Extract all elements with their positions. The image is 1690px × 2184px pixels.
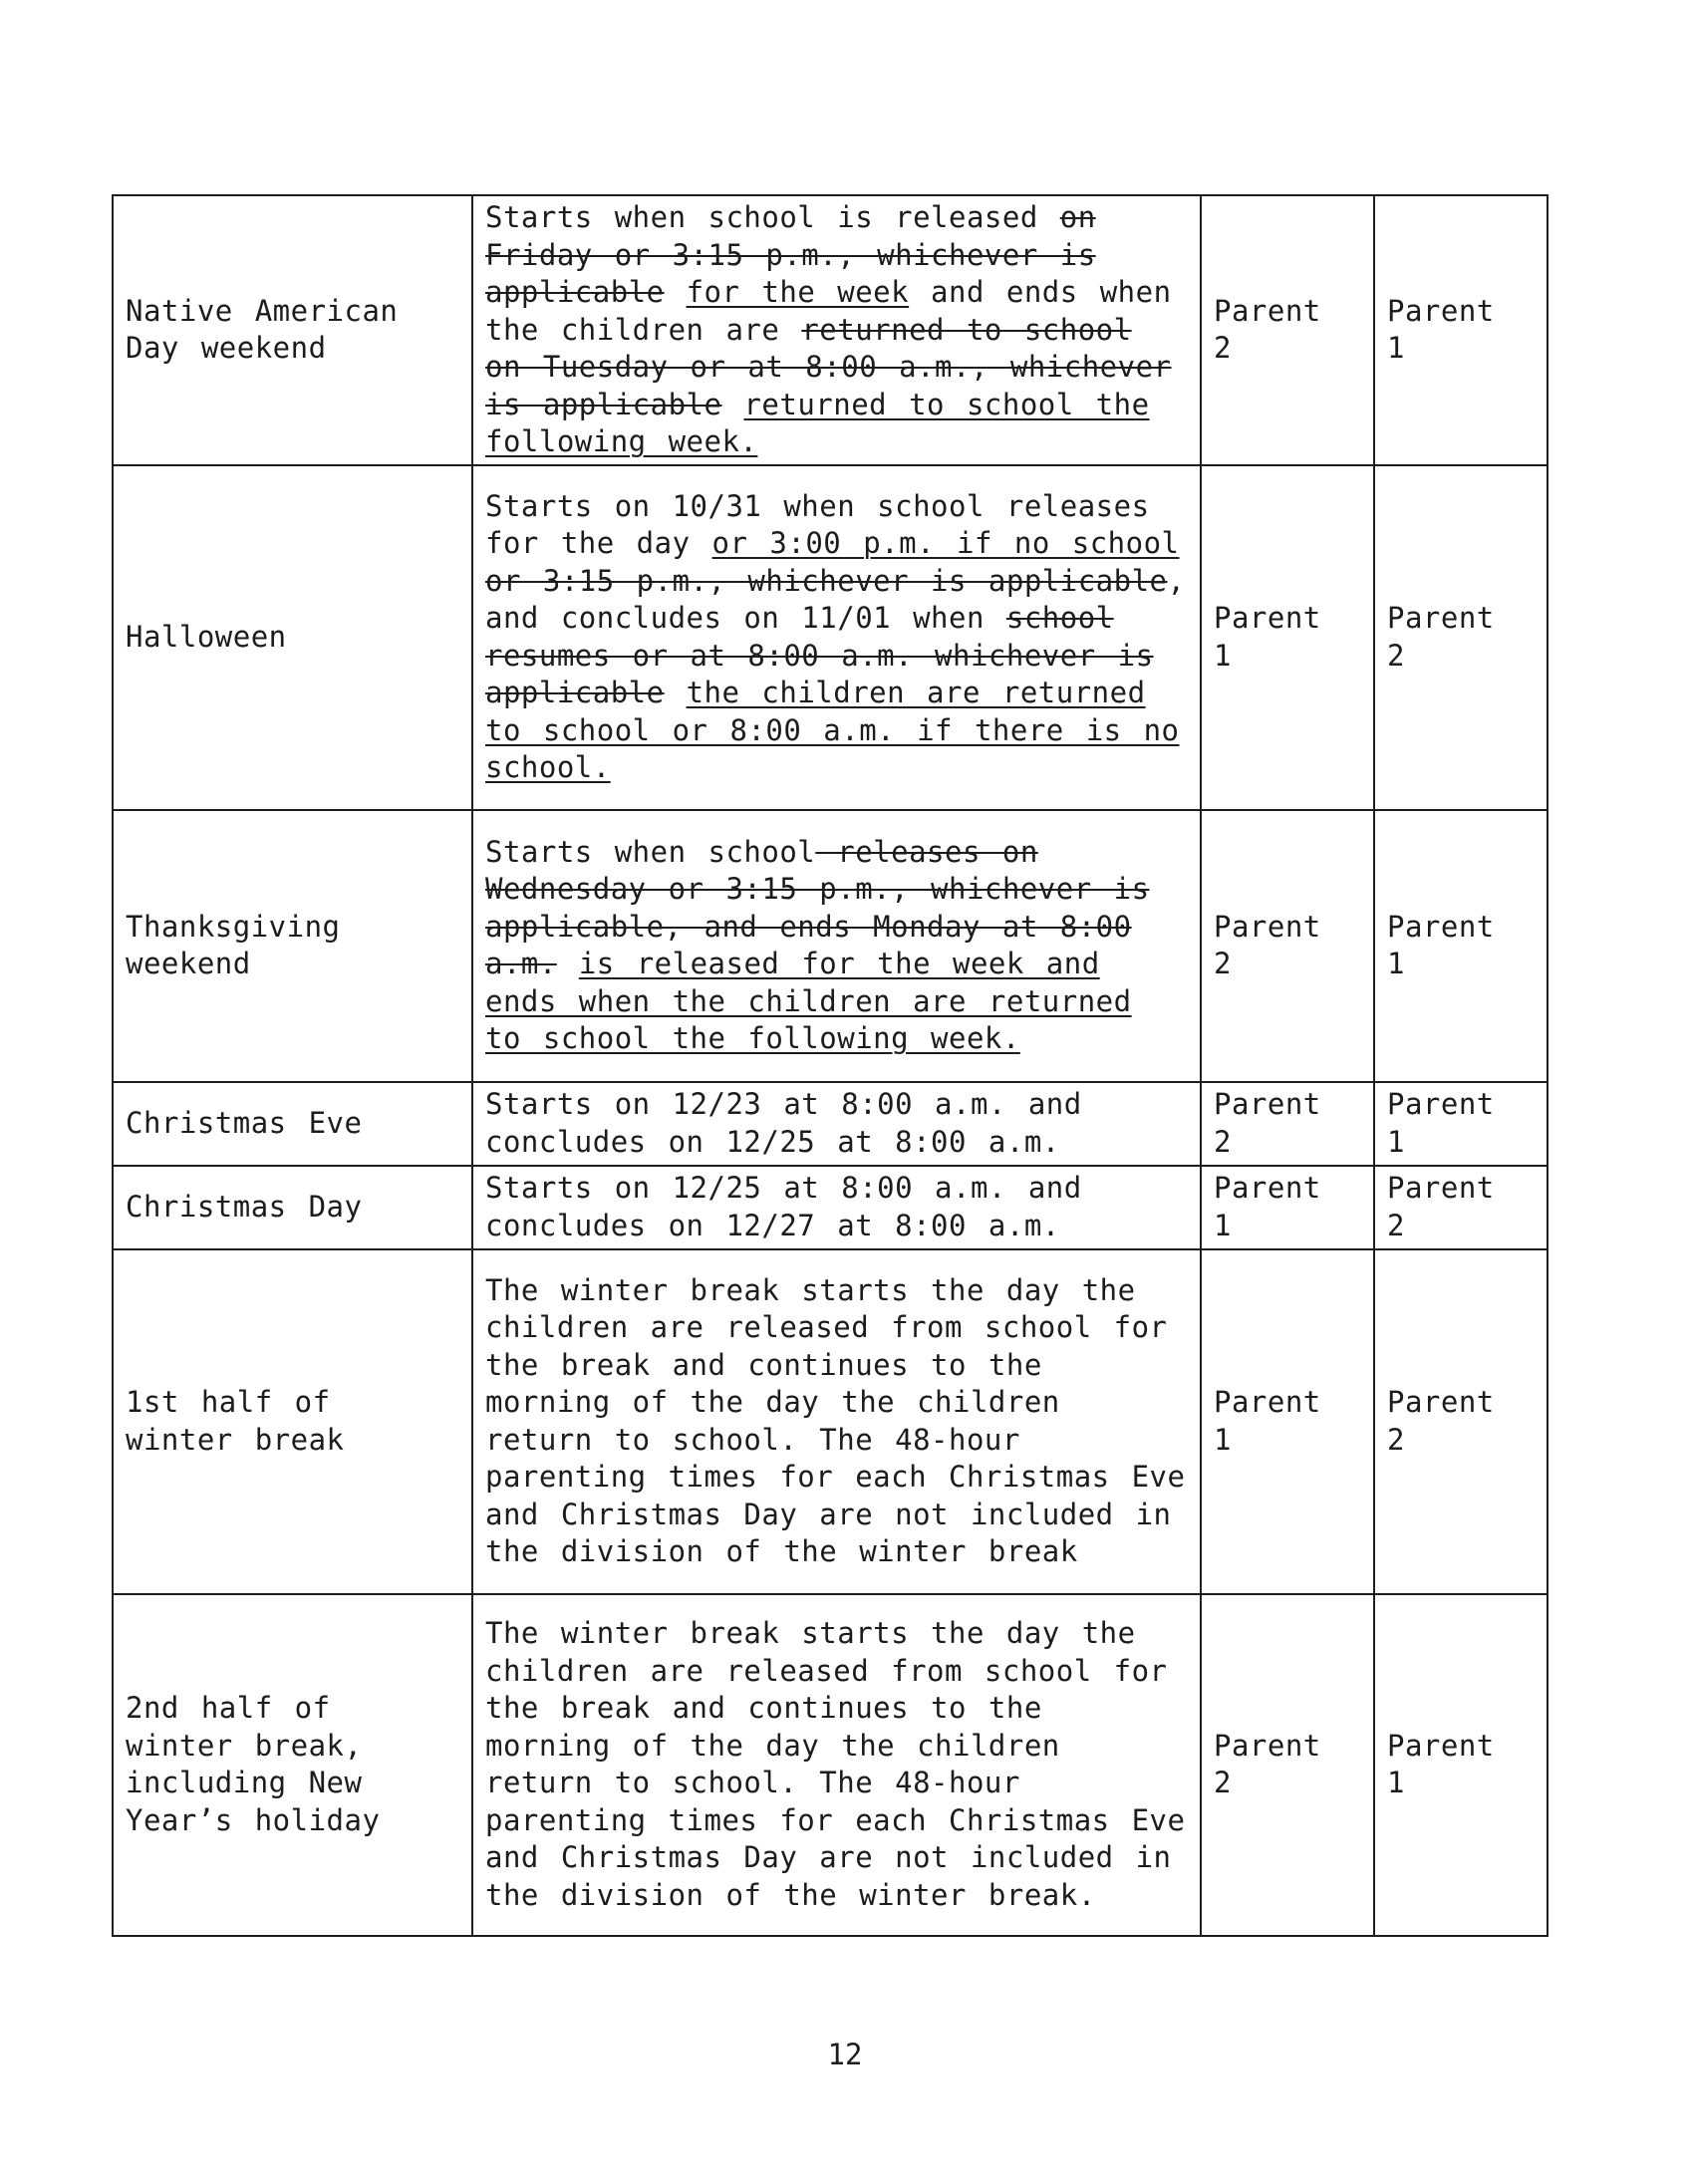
parent-label: Parent xyxy=(1387,1728,1495,1763)
description-text: Starts on 10/31 when school releases for the day xyxy=(485,488,1150,560)
parent-number: 2 xyxy=(1214,1124,1232,1159)
deleted-text: or 3:15 p.m., whichever is applicable xyxy=(485,563,1168,598)
description-cell xyxy=(472,465,1201,810)
parent-number: 1 xyxy=(1387,1766,1405,1799)
parent-cell-col3 xyxy=(1201,465,1374,810)
description-text: The winter break starts the day the children are released from school for the break and continues to the morning of the day the children return to school. The 48-hour parenting times for each Christmas Eve and Christmas Day are not included in the division of the winter break. xyxy=(485,1616,1186,1912)
parent-cell-col4 xyxy=(1374,1166,1548,1249)
description-text xyxy=(557,947,579,980)
parent-cell-col4 xyxy=(1374,195,1548,465)
parent-number: 1 xyxy=(1214,1208,1232,1242)
parent-number: 2 xyxy=(1387,1422,1405,1457)
description-text: Starts when school is released xyxy=(485,200,1060,234)
description-cell xyxy=(472,1166,1201,1249)
description-text: Starts on 12/25 at 8:00 a.m. and concludes on 12/27 at 8:00 a.m. xyxy=(485,1171,1082,1242)
description-cell xyxy=(472,1082,1201,1166)
parent-number: 2 xyxy=(1387,638,1405,673)
inserted-text: or 3:00 p.m. if no school xyxy=(711,526,1180,560)
parent-label: Parent xyxy=(1387,909,1495,944)
parent-label: Parent xyxy=(1214,293,1321,328)
description-text: and ends when the children are xyxy=(485,275,1172,347)
parent-label: Parent xyxy=(1214,1171,1321,1205)
parent-cell-col3 xyxy=(1201,195,1374,465)
holiday-name-cell: Christmas Eve xyxy=(113,1082,472,1166)
parent-number: 1 xyxy=(1387,947,1405,980)
parent-cell-col3 xyxy=(1201,1249,1374,1594)
holiday-name-cell: 1st half of winter break xyxy=(113,1249,472,1594)
description-text xyxy=(665,275,687,309)
parent-cell-col3 xyxy=(1201,1594,1374,1936)
parent-number: 2 xyxy=(1387,1208,1405,1242)
parent-label: Parent xyxy=(1214,1087,1321,1121)
description-text xyxy=(721,388,743,421)
inserted-text: is released for the week and ends when the children are returned to school the following week. xyxy=(485,947,1132,1055)
description-text xyxy=(665,676,687,709)
table-row xyxy=(113,1166,1548,1249)
parent-number: 1 xyxy=(1387,1124,1405,1159)
page-number: 12 xyxy=(827,2038,863,2071)
parent-number: 2 xyxy=(1214,331,1232,366)
description-cell xyxy=(472,1249,1201,1594)
deleted-text: school resumes or at 8:00 a.m. whichever is applicable xyxy=(485,601,1154,709)
parent-cell-col4 xyxy=(1374,465,1548,810)
parent-label: Parent xyxy=(1214,1728,1321,1763)
parent-number: 2 xyxy=(1214,947,1232,980)
description-text: , and concludes on 11/01 when xyxy=(485,563,1186,635)
parent-number: 1 xyxy=(1214,638,1232,673)
table-row xyxy=(113,810,1548,1082)
parent-label: Parent xyxy=(1387,293,1495,328)
parent-number: 1 xyxy=(1387,331,1405,366)
parent-label: Parent xyxy=(1214,601,1321,635)
holiday-name-cell: Christmas Day xyxy=(113,1166,472,1249)
holiday-name-cell: Halloween xyxy=(113,465,472,810)
parent-number: 1 xyxy=(1214,1422,1232,1457)
inserted-text: the children are returned to school or 8:00 a.m. if there is no school. xyxy=(485,676,1180,784)
inserted-text: for the week xyxy=(686,275,910,309)
description-text: Starts when school xyxy=(485,834,816,869)
parent-label: Parent xyxy=(1387,1385,1495,1419)
table-row xyxy=(113,1594,1548,1936)
parent-cell-col4 xyxy=(1374,1082,1548,1166)
parent-cell-col3 xyxy=(1201,810,1374,1082)
description-cell xyxy=(472,1594,1201,1936)
parent-label: Parent xyxy=(1214,909,1321,944)
table-row xyxy=(113,195,1548,465)
description-cell xyxy=(472,810,1201,1082)
holiday-name-cell: 2nd half of winter break, including New Year’s holiday xyxy=(113,1594,472,1936)
parent-cell-col4 xyxy=(1374,1594,1548,1936)
parent-label: Parent xyxy=(1387,601,1495,635)
parent-label: Parent xyxy=(1214,1385,1321,1419)
parent-cell-col3 xyxy=(1201,1082,1374,1166)
table-row xyxy=(113,465,1548,810)
deleted-text: on Friday or 3:15 p.m., whichever is applicable xyxy=(485,200,1096,309)
table-row xyxy=(113,1082,1548,1166)
parent-cell-col3 xyxy=(1201,1166,1374,1249)
description-text: Starts on 12/23 at 8:00 a.m. and concludes on 12/25 at 8:00 a.m. xyxy=(485,1087,1082,1159)
holiday-schedule-table xyxy=(112,194,1549,1937)
parent-label: Parent xyxy=(1387,1087,1495,1121)
description-cell xyxy=(472,195,1201,465)
holiday-name-cell: Thanksgiving weekend xyxy=(113,810,472,1082)
holiday-name-cell: Native American Day weekend xyxy=(113,195,472,465)
parent-label: Parent xyxy=(1387,1171,1495,1205)
table-row xyxy=(113,1249,1548,1594)
description-text: The winter break starts the day the children are released from school for the break and continues to the morning of the day the children return to school. The 48-hour parenting times for each Christmas Eve and Christmas Day are not included in the division of the winter break xyxy=(485,1272,1186,1568)
parent-cell-col4 xyxy=(1374,1249,1548,1594)
parent-cell-col4 xyxy=(1374,810,1548,1082)
parent-number: 2 xyxy=(1214,1766,1232,1799)
deleted-text: returned to school on Tuesday or at 8:00 a.m., whichever is applicable xyxy=(485,312,1172,421)
inserted-text: returned to school the following week. xyxy=(485,387,1150,458)
deleted-text: releases on Wednesday or 3:15 p.m., whichever is applicable, and ends Monday at 8:00 a.m. xyxy=(485,834,1150,980)
